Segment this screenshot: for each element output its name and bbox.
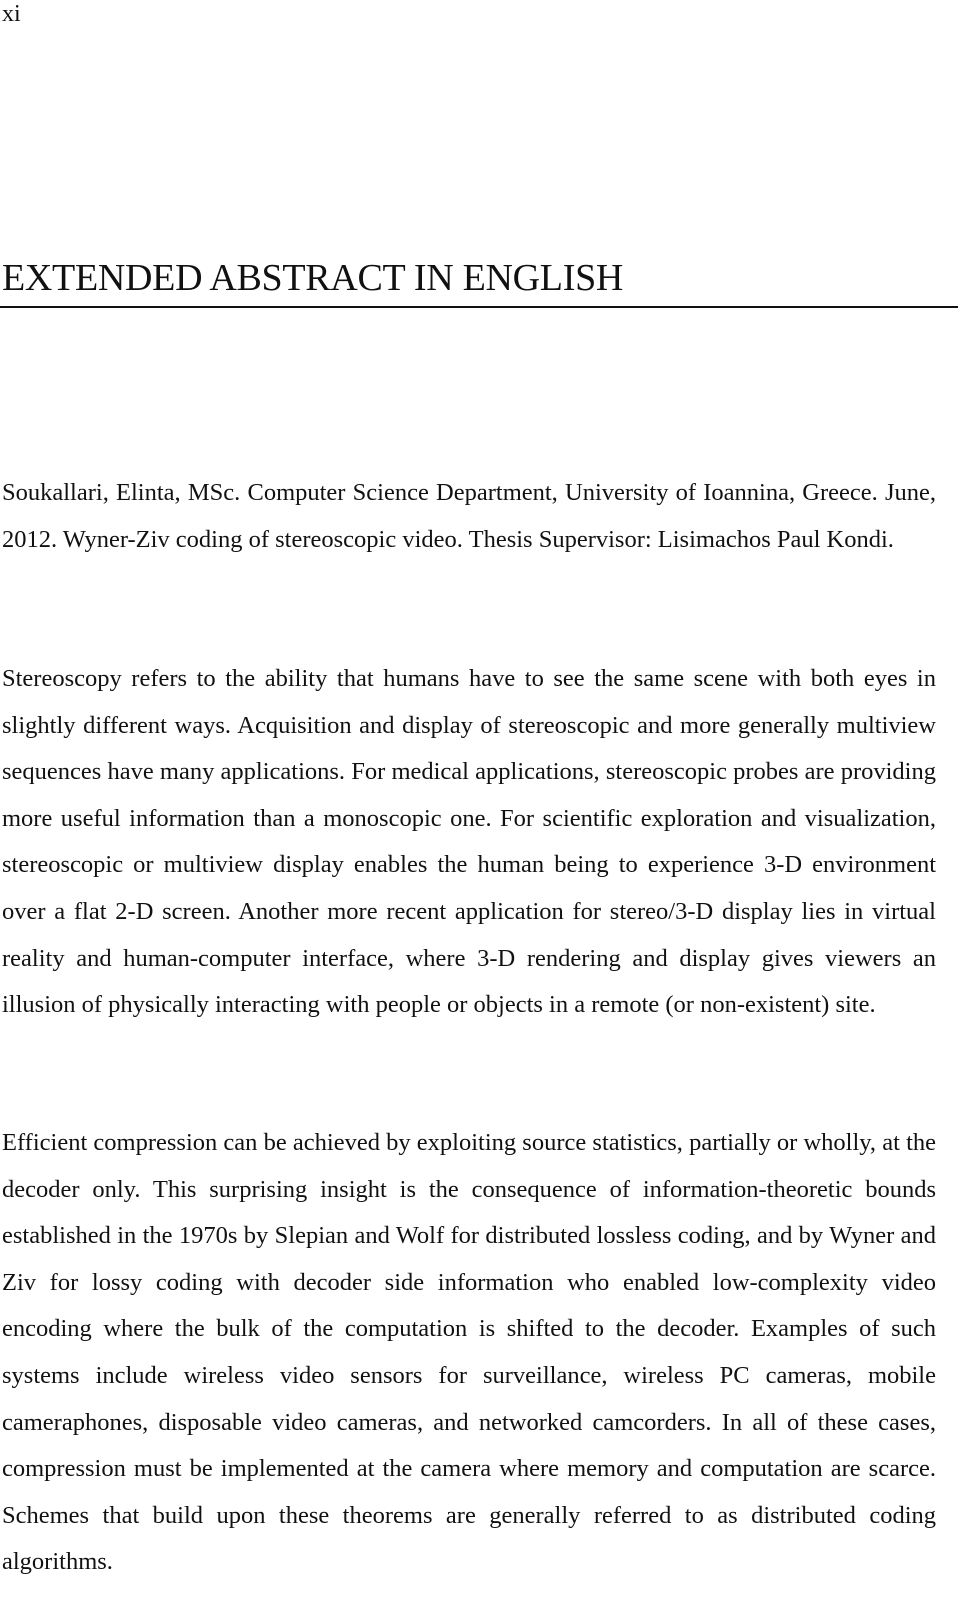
page-number: xi — [2, 1, 21, 27]
section-heading: EXTENDED ABSTRACT IN ENGLISH — [2, 257, 624, 299]
body-paragraph-stereoscopy: Stereoscopy refers to the ability that humans have to see the same scene with both eyes in slightly different ways. Acquisition and display of stereoscopic and more generally multiview sequences have many applications. For medical applications, stereoscopic probes are providing more useful information than a monoscopic one. For scientific exploration and visualization, stereoscopic or multiview display enables the human being to experience 3-D environment over a flat 2-D screen. Another more recent application for stereo/3-D display lies in virtual reality and human-computer interface, where 3-D rendering and display gives viewers an illusion of physically interacting with people or objects in a remote (or non-existent) site. — [2, 665, 936, 1019]
heading-underline — [0, 306, 958, 308]
citation-paragraph: Soukallari, Elinta, MSc. Computer Science Department, University of Ioannina, Greece. June, 2012. Wyner-Ziv coding of stereoscopic video. Thesis Supervisor: Lisimachos Paul Kondi. — [2, 479, 936, 553]
body-paragraph-compression: Efficient compression can be achieved by exploiting source statistics, partially or wholly, at the decoder only. This surprising insight is the consequence of information-theoretic bounds established in the 1970s by Slepian and Wolf for distributed lossless coding, and by Wyner and Ziv for lossy coding with decoder side information who enabled low-complexity video encoding where the bulk of the computation is shifted to the decoder. Examples of such systems include wireless video sensors for surveillance, wireless PC cameras, mobile cameraphones, disposable video cameras, and networked camcorders. In all of these cases, compression must be implemented at the camera where memory and computation are scarce. Schemes that build upon these theorems are generally referred to as distributed coding algorithms. — [2, 1129, 936, 1576]
